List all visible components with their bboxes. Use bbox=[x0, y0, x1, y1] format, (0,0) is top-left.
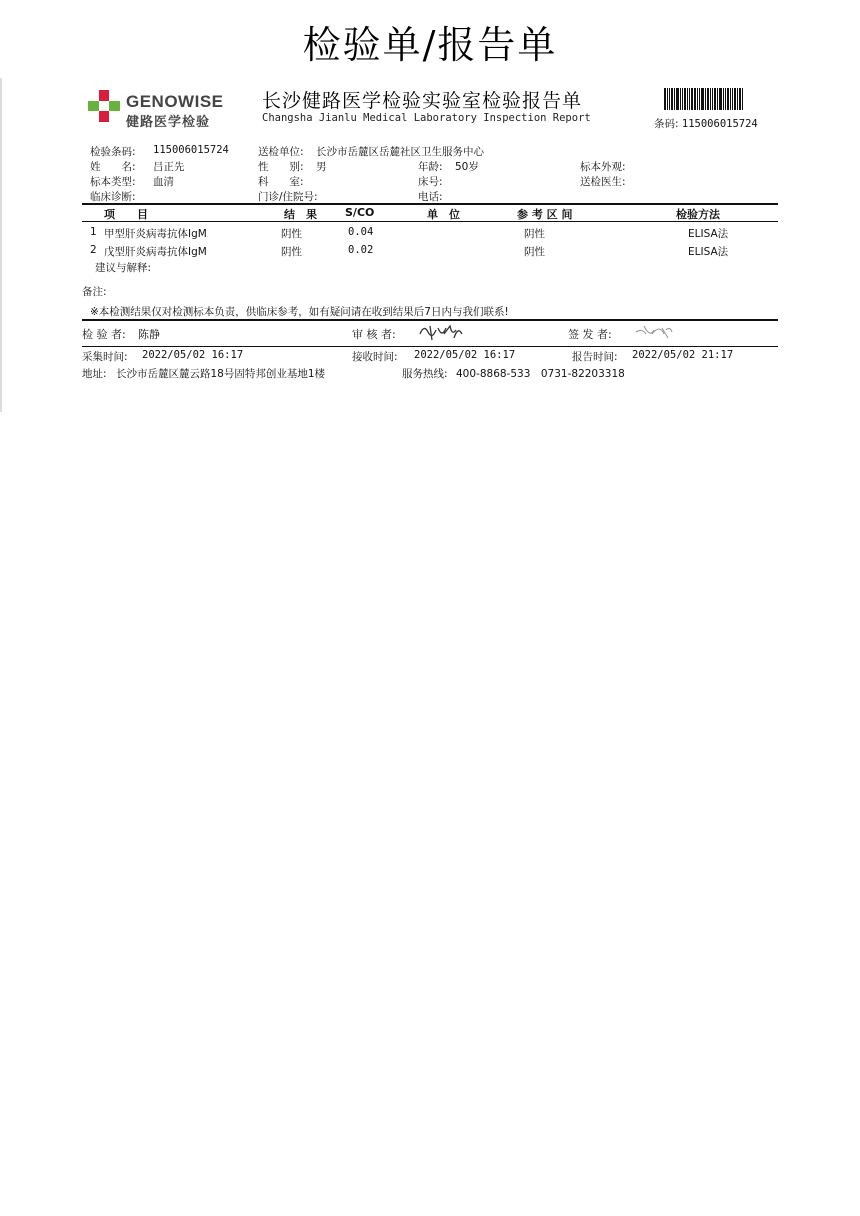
doctor-label: 送检医生: bbox=[580, 176, 626, 188]
notes-text: ※本检测结果仅对检测标本负责，供临床参考，如有疑问请在收到结果后7日内与我们联系! bbox=[90, 306, 509, 318]
col-header-sco: S/CO bbox=[345, 206, 375, 219]
issuer-signature-icon bbox=[632, 322, 676, 342]
bed-label: 床号: bbox=[418, 176, 443, 188]
row-sco: 0.04 bbox=[348, 226, 374, 238]
name-label: 姓 名: bbox=[90, 161, 136, 173]
col-header-item: 项 目 bbox=[104, 208, 148, 221]
lab-name-cn: 长沙健路医学检验实验室检验报告单 bbox=[262, 90, 583, 112]
notes-label: 备注: bbox=[82, 286, 107, 298]
col-header-method: 检验方法 bbox=[676, 208, 720, 221]
sample-type-value: 血清 bbox=[153, 176, 174, 188]
hotline-label: 服务热线: bbox=[402, 368, 448, 380]
age-label: 年龄: bbox=[418, 161, 443, 173]
col-header-unit: 单 位 bbox=[427, 208, 460, 221]
barcode-code-label: 检验条码: bbox=[90, 146, 136, 158]
logo-brand-cn: 健路医学检验 bbox=[126, 115, 211, 130]
address-value: 长沙市岳麓区麓云路18号固特邦创业基地1楼 bbox=[116, 368, 326, 380]
diagnosis-label: 临床诊断: bbox=[90, 191, 136, 203]
barcode-code-value: 115006015724 bbox=[153, 144, 229, 156]
outpatient-label: 门诊/住院号: bbox=[258, 191, 318, 203]
row-ref: 阴性 bbox=[524, 228, 545, 240]
report-time-label: 报告时间: bbox=[572, 351, 618, 363]
row-result: 阴性 bbox=[281, 228, 302, 240]
age-value: 50岁 bbox=[455, 161, 479, 173]
appearance-label: 标本外观: bbox=[580, 161, 626, 173]
sample-type-label: 标本类型: bbox=[90, 176, 136, 188]
signature-rule bbox=[82, 346, 778, 347]
tester-label: 检 验 者: bbox=[82, 328, 126, 341]
receive-time-value: 2022/05/02 16:17 bbox=[414, 349, 516, 361]
sex-value: 男 bbox=[316, 161, 327, 173]
page-edge bbox=[0, 78, 2, 412]
phone-label: 电话: bbox=[418, 191, 443, 203]
sending-unit-value: 长沙市岳麓区岳麓社区卫生服务中心 bbox=[316, 146, 484, 158]
sex-label: 性 别: bbox=[258, 161, 304, 173]
report-time-value: 2022/05/02 21:17 bbox=[632, 349, 734, 361]
row-sco: 0.02 bbox=[348, 244, 374, 256]
lab-report bbox=[0, 78, 860, 412]
row-method: ELISA法 bbox=[688, 246, 729, 258]
tester-value: 陈静 bbox=[138, 328, 160, 341]
row-ref: 阴性 bbox=[524, 246, 545, 258]
sending-unit-label: 送检单位: bbox=[258, 146, 304, 158]
reviewer-signature-icon bbox=[416, 320, 466, 344]
collect-time-label: 采集时间: bbox=[82, 351, 128, 363]
row-item-name: 戊型肝炎病毒抗体IgM bbox=[104, 246, 207, 258]
lab-name-en: Changsha Jianlu Medical Laboratory Inspection Report bbox=[262, 112, 591, 124]
company-logo bbox=[88, 88, 248, 128]
medical-cross-icon bbox=[88, 90, 120, 122]
receive-time-label: 接收时间: bbox=[352, 351, 398, 363]
name-value: 吕正先 bbox=[153, 161, 185, 173]
row-number: 2 bbox=[90, 244, 97, 256]
logo-brand: GENOWISE bbox=[126, 92, 224, 111]
row-item-name: 甲型肝炎病毒抗体IgM bbox=[104, 228, 207, 240]
advice-label: 建议与解释: bbox=[95, 262, 152, 274]
issuer-label: 签 发 者: bbox=[568, 328, 612, 341]
row-number: 1 bbox=[90, 226, 97, 238]
collect-time-value: 2022/05/02 16:17 bbox=[142, 349, 244, 361]
reviewer-label: 审 核 者: bbox=[352, 328, 396, 341]
table-top-rule bbox=[82, 203, 778, 205]
barcode-number bbox=[654, 116, 758, 131]
table-header-rule bbox=[82, 221, 778, 222]
col-header-ref: 参 考 区 间 bbox=[517, 208, 573, 221]
col-header-result: 结 果 bbox=[284, 208, 317, 221]
barcode-label: 条码: bbox=[654, 118, 679, 130]
row-result: 阴性 bbox=[281, 246, 302, 258]
dept-label: 科 室: bbox=[258, 176, 304, 188]
address-label: 地址: bbox=[82, 368, 107, 380]
page-title: 检验单/报告单 bbox=[302, 23, 558, 67]
barcode-value: 115006015724 bbox=[681, 118, 758, 130]
barcode-icon bbox=[664, 88, 748, 110]
row-method: ELISA法 bbox=[688, 228, 729, 240]
hotline-value: 400-8868-533 0731-82203318 bbox=[456, 368, 625, 380]
